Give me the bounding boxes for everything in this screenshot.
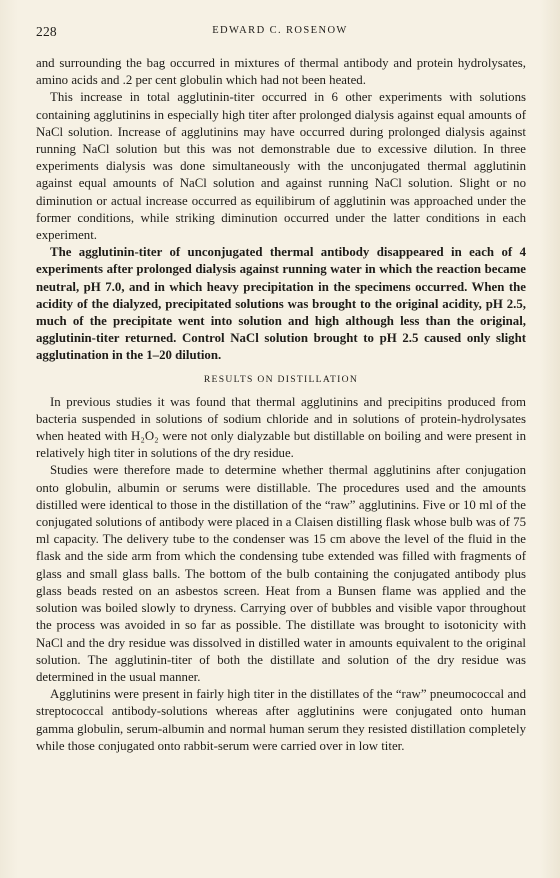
section-heading: RESULTS ON DISTILLATION [203,373,359,385]
paragraph-continuation: and surrounding the bag occurred in mixtures of thermal antibody and protein hydrolysates, amino acids and .2 per cent globulin which had not been heated. [36,56,526,88]
running-head: EDWARD C. ROSENOW [212,25,348,36]
paragraph: This increase in total agglutinin-titer occurred in 6 other experiments with solutions containing agglutinins in especially high titer after prolonged dialysis against equal amounts of NaCl solution. Increase of agglutinins may have occurred during prolonged dialysis against running NaCl solution but this was not demonstrable due to excessive dilution. In three experiments dialysis was done simultaneously with the unconjugated thermal agglutinin against equal amounts of NaCl solution and against running NaCl solution. Slight or no diminution or actual increase occurred as equilibirum of agglutinin was approached under the former conditions, while striking diminution occurred under the latter conditions in each experiment. [36,90,526,243]
paragraph: In previous studies it was found that thermal agglutinins and precipitins produced from bacteria suspended in solutions of sodium chloride and in solutions of protein-hydrolysates when heated with H₂O₂ were not only dialyzable but distillable on boiling and were present in relatively high titer in solutions of the dry residue. [36,394,526,461]
paragraph: Studies were therefore made to determine whether thermal agglutinins after conjugation onto globulin, albumin or serums were distillable. The procedures used and the amounts distilled were identical to those in the distillation of the “raw” agglutinins. Five or 10 ml of the conjugated solutions of antibody were placed in a Claisen distilling flask whose bulb was of 75 ml capacity. The delivery tube to the condenser was 15 cm above the level of the fluid in the flask and the side arm from which the condensing tube extended was filled with fragments of glass and small glass balls. The bottom of the bulb containing the conjugated antibody plus glass beads rested on an asbestos screen. Heat from a Bunsen flame was applied and the solution was boiled slowly to dryness. Carrying over of bubbles and visible vapor throughout the process was avoided in so far as possible. The distillate was brought to isotonicity with NaCl and the dry residue was dissolved in distilled water in amounts equivalent to the original solution. The agglutinin-titer of both the distillate and solution of the dry residue was determined in the usual manner. [36,463,526,684]
paragraph: The agglutinin-titer of unconjugated thermal antibody disappeared in each of 4 experiments after prolonged dialysis against running water in which the reaction became neutral, pH 7.0, and in which heavy precipitation in the specimens occurred. When the acidity of the dialyzed, precipitated solutions was brought to the original acidity, pH 2.5, much of the precipitate went into solution and high although less than the original, agglutinin-titer returned. Control NaCl solution brought to pH 2.5 caused only slight agglutination in the 1–20 dilution. [36,245,526,363]
body-text [36,55,526,755]
page-number: 228 [36,24,57,39]
page-header [36,24,524,40]
paragraph: Agglutinins were present in fairly high titer in the distillates of the “raw” pneumococcal and streptococcal antibody-solutions whereas after agglutinins were conjugated onto human gamma globulin, serum-albumin and normal human serum they resisted distillation completely while those conjugated onto rabbit-serum were carried over in low titer. [36,687,526,753]
